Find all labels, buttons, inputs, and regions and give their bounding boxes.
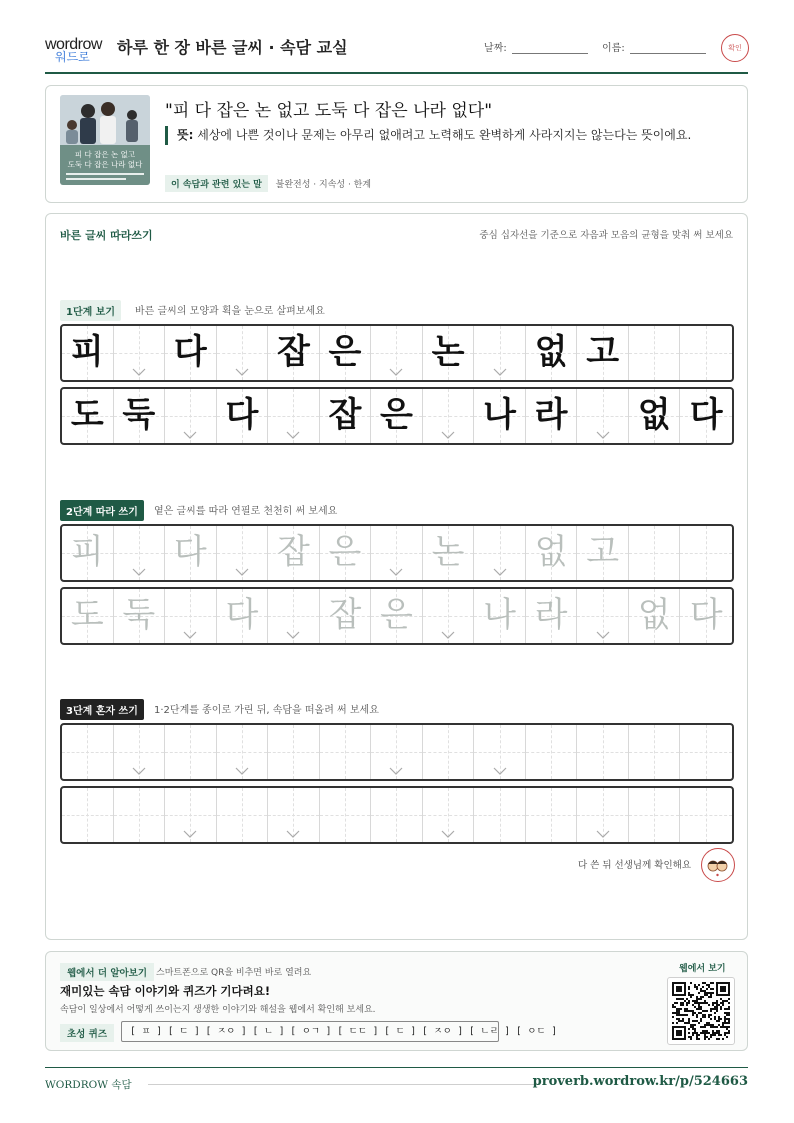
grid-cell xyxy=(217,389,269,443)
grid-character: 없 xyxy=(534,532,568,572)
grid-cell[interactable] xyxy=(629,788,681,842)
grid-cell[interactable] xyxy=(114,526,166,580)
name-field[interactable] xyxy=(630,53,706,54)
grid-character: 피 xyxy=(70,332,104,372)
grid-character: 은 xyxy=(328,532,362,572)
grid-cell[interactable] xyxy=(371,526,423,580)
grid-character: 없 xyxy=(534,332,568,372)
grid-cell[interactable] xyxy=(423,788,475,842)
space-mark-icon xyxy=(132,368,146,376)
practice-section xyxy=(45,213,748,940)
grid-character: 다 xyxy=(689,395,723,435)
step1-label: 1단계 보기 xyxy=(60,300,121,321)
grid-character: 없 xyxy=(637,595,671,635)
space-mark-icon xyxy=(596,431,610,439)
proverb-text: "피 다 잡은 논 없고 도둑 다 잡은 나라 없다" xyxy=(165,101,493,121)
grid-cell[interactable] xyxy=(268,725,320,779)
grid-cell[interactable] xyxy=(577,526,629,580)
logo-wordmark: wordrow xyxy=(45,36,102,53)
grid-cell[interactable] xyxy=(217,725,269,779)
grid-cell xyxy=(62,389,114,443)
grid-cell[interactable] xyxy=(577,788,629,842)
grid-cell[interactable] xyxy=(165,725,217,779)
grid-cell[interactable] xyxy=(423,725,475,779)
space-mark-icon xyxy=(441,830,455,838)
grid-cell[interactable] xyxy=(320,589,372,643)
grid-cell[interactable] xyxy=(371,589,423,643)
grid-cell xyxy=(165,389,217,443)
grid-cell[interactable] xyxy=(268,526,320,580)
grid-cell xyxy=(629,326,681,380)
grid-cell xyxy=(371,389,423,443)
grid-cell[interactable] xyxy=(680,589,732,643)
grid-character: 잡 xyxy=(276,532,310,572)
related-row xyxy=(165,175,371,192)
grid-cell[interactable] xyxy=(217,788,269,842)
grid-cell[interactable] xyxy=(62,589,114,643)
related-tag: 이 속담과 관련 있는 말 xyxy=(165,175,268,192)
step2-row-1[interactable] xyxy=(60,524,734,582)
space-mark-icon xyxy=(441,631,455,639)
space-mark-icon xyxy=(441,431,455,439)
grid-character: 은 xyxy=(328,332,362,372)
grid-character: 논 xyxy=(431,532,465,572)
grid-cell[interactable] xyxy=(165,788,217,842)
space-mark-icon xyxy=(235,767,249,775)
grid-character: 둑 xyxy=(122,395,156,435)
grid-cell xyxy=(268,389,320,443)
grid-cell xyxy=(629,389,681,443)
space-mark-icon xyxy=(389,568,403,576)
grid-cell[interactable] xyxy=(423,589,475,643)
step2-label: 2단계 따라 쓰기 xyxy=(60,500,144,521)
grid-character: 라 xyxy=(534,395,568,435)
date-label: 날짜: xyxy=(484,43,507,54)
grid-character: 고 xyxy=(586,332,620,372)
space-mark-icon xyxy=(493,368,507,376)
space-mark-icon xyxy=(389,767,403,775)
step2-row-2[interactable] xyxy=(60,587,734,645)
step2-note: 옅은 글씨를 따라 연필로 천천히 써 보세요 xyxy=(154,506,338,517)
web-section xyxy=(45,951,748,1051)
grid-character: 다 xyxy=(225,395,259,435)
space-mark-icon xyxy=(183,830,197,838)
practice-title: 바른 글씨 따라쓰기 xyxy=(60,229,153,242)
grid-cell xyxy=(371,326,423,380)
grid-cell[interactable] xyxy=(526,725,578,779)
space-mark-icon xyxy=(493,568,507,576)
page-footer xyxy=(45,1067,748,1097)
grid-cell[interactable] xyxy=(114,725,166,779)
footer-url[interactable]: proverb.wordrow.kr/p/524663 xyxy=(532,1074,748,1089)
grid-cell[interactable] xyxy=(680,526,732,580)
step1-note: 바른 글씨의 모양과 획을 눈으로 살펴보세요 xyxy=(135,306,325,317)
space-mark-icon xyxy=(286,631,300,639)
grid-cell[interactable] xyxy=(371,725,423,779)
practice-note: 중심 십자선을 기준으로 자음과 모음의 균형을 맞춰 써 보세요 xyxy=(479,230,733,241)
grid-cell xyxy=(474,326,526,380)
web-tag: 웹에서 더 알아보기 xyxy=(60,963,154,981)
space-mark-icon xyxy=(286,830,300,838)
grid-character: 다 xyxy=(225,595,259,635)
grid-cell xyxy=(526,389,578,443)
related-words: 불완전성 · 지속성 · 한계 xyxy=(275,180,372,190)
web-hint: 스마트폰으로 QR을 비추면 바로 열려요 xyxy=(156,968,312,978)
grid-character: 없 xyxy=(637,395,671,435)
step1-row-2 xyxy=(60,387,734,445)
grid-cell[interactable] xyxy=(629,589,681,643)
grid-cell[interactable] xyxy=(62,725,114,779)
grid-character: 잡 xyxy=(276,332,310,372)
space-mark-icon xyxy=(183,631,197,639)
step3-row-1[interactable] xyxy=(60,723,734,781)
grid-cell[interactable] xyxy=(474,725,526,779)
web-headline: 재미있는 속담 이야기와 퀴즈가 기다려요! xyxy=(60,984,271,998)
grid-cell[interactable] xyxy=(526,589,578,643)
qr-label: 웹에서 보기 xyxy=(679,964,726,974)
step1-row-1 xyxy=(60,324,734,382)
grid-cell[interactable] xyxy=(62,788,114,842)
grid-cell xyxy=(268,326,320,380)
thumb-caption-2: 도둑 다 잡은 나라 없다 xyxy=(67,160,143,169)
grid-character: 은 xyxy=(380,595,413,635)
grid-cell[interactable] xyxy=(371,788,423,842)
grid-character: 논 xyxy=(431,332,465,372)
grid-cell[interactable] xyxy=(680,788,732,842)
thumb-caption-1: 피 다 잡은 논 없고 xyxy=(74,150,136,159)
grid-cell xyxy=(62,326,114,380)
space-mark-icon xyxy=(389,368,403,376)
space-mark-icon xyxy=(183,431,197,439)
grid-cell[interactable] xyxy=(526,788,578,842)
grid-cell[interactable] xyxy=(320,788,372,842)
grid-cell xyxy=(165,326,217,380)
footer-divider xyxy=(148,1084,538,1085)
grid-cell[interactable] xyxy=(629,725,681,779)
grid-cell[interactable] xyxy=(217,589,269,643)
grid-cell xyxy=(114,389,166,443)
meaning-box xyxy=(165,126,725,145)
grid-cell[interactable] xyxy=(320,725,372,779)
grid-cell[interactable] xyxy=(268,788,320,842)
grid-cell xyxy=(114,326,166,380)
grid-cell[interactable] xyxy=(474,589,526,643)
proverb-illustration xyxy=(60,95,150,185)
grid-character: 고 xyxy=(586,532,620,572)
logo-korean: 워드로 xyxy=(55,50,90,64)
grid-character: 다 xyxy=(689,595,723,635)
grid-cell[interactable] xyxy=(680,725,732,779)
footer-brand: WORDROW 속담 xyxy=(45,1079,132,1091)
meaning-label: 뜻: xyxy=(177,128,194,142)
quiz-label: 초성 퀴즈 xyxy=(60,1024,114,1042)
grid-cell[interactable] xyxy=(165,526,217,580)
confirm-stamp: 확인 xyxy=(721,34,749,62)
grid-cell[interactable] xyxy=(217,526,269,580)
grid-cell xyxy=(680,326,732,380)
grid-cell xyxy=(577,389,629,443)
grid-cell[interactable] xyxy=(320,526,372,580)
grid-character: 라 xyxy=(534,595,568,635)
name-label: 이름: xyxy=(602,43,625,54)
grid-cell[interactable] xyxy=(577,589,629,643)
grid-cell xyxy=(680,389,732,443)
grid-cell[interactable] xyxy=(629,526,681,580)
grid-cell[interactable] xyxy=(62,526,114,580)
grid-cell xyxy=(217,326,269,380)
space-mark-icon xyxy=(286,431,300,439)
grid-cell[interactable] xyxy=(474,788,526,842)
space-mark-icon xyxy=(132,568,146,576)
page-title: 하루 한 장 바른 글씨 · 속담 교실 xyxy=(117,38,348,57)
grid-cell[interactable] xyxy=(474,526,526,580)
grid-cell[interactable] xyxy=(114,788,166,842)
space-mark-icon xyxy=(235,368,249,376)
space-mark-icon xyxy=(596,631,610,639)
grid-character: 다 xyxy=(173,332,207,372)
date-field[interactable] xyxy=(512,53,588,54)
grid-cell xyxy=(577,326,629,380)
grid-cell[interactable] xyxy=(165,589,217,643)
page-header xyxy=(45,30,748,74)
space-mark-icon xyxy=(132,767,146,775)
meaning-text: 세상에 나쁜 것이나 문제는 아무리 없애려고 노력해도 완벽하게 사라지지는 않는다는 뜻이에요. xyxy=(197,128,692,142)
space-mark-icon xyxy=(235,568,249,576)
grid-character: 도 xyxy=(70,395,104,435)
chosung-quiz: [ ㅍ ] [ ㄷ ] [ ㅈㅇ ] [ ㄴ ] [ ㅇㄱ ] [ ㄷㄷ ] [ ㄷ ] [ ㅈㅇ ] [ ㄴㄹ ] [ ㅇㄷ ] xyxy=(121,1021,499,1042)
grid-cell[interactable] xyxy=(114,589,166,643)
grid-character: 피 xyxy=(70,532,104,572)
teacher-stamp-icon xyxy=(701,848,735,882)
space-mark-icon xyxy=(493,767,507,775)
teacher-check-text: 다 쓴 뒤 선생님께 확인해요 xyxy=(577,860,691,871)
grid-cell xyxy=(320,326,372,380)
grid-cell[interactable] xyxy=(423,526,475,580)
step3-label: 3단계 혼자 쓰기 xyxy=(60,699,144,720)
grid-character: 나 xyxy=(483,395,516,435)
grid-cell xyxy=(474,389,526,443)
grid-character: 도 xyxy=(70,595,104,635)
grid-character: 나 xyxy=(483,595,516,635)
step3-note: 1·2단계를 종이로 가린 뒤, 속담을 떠올려 써 보세요 xyxy=(154,705,379,716)
grid-cell[interactable] xyxy=(577,725,629,779)
wordrow-logo xyxy=(45,34,109,66)
qr-code-icon[interactable] xyxy=(667,977,735,1045)
grid-character: 은 xyxy=(380,395,413,435)
grid-cell xyxy=(423,389,475,443)
grid-character: 다 xyxy=(173,532,207,572)
proverb-card xyxy=(45,85,748,203)
space-mark-icon xyxy=(596,830,610,838)
grid-cell[interactable] xyxy=(268,589,320,643)
web-description: 속담이 일상에서 어떻게 쓰이는지 생생한 이야기와 해설을 웹에서 확인해 보세요. xyxy=(60,1005,376,1015)
step3-row-2[interactable] xyxy=(60,786,734,844)
grid-character: 잡 xyxy=(328,595,362,635)
grid-character: 둑 xyxy=(122,595,156,635)
grid-cell xyxy=(526,326,578,380)
grid-character: 잡 xyxy=(328,395,362,435)
grid-cell[interactable] xyxy=(526,526,578,580)
grid-cell xyxy=(320,389,372,443)
grid-cell xyxy=(423,326,475,380)
